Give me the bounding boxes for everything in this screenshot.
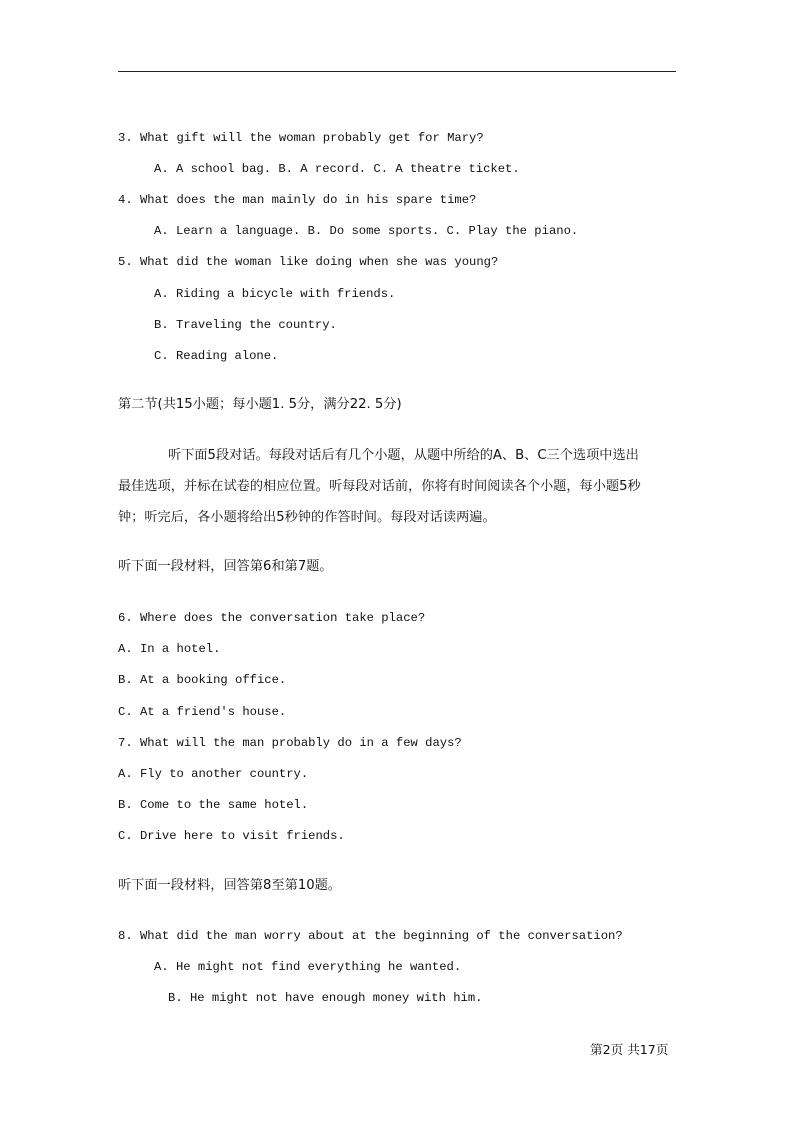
section-2-instructions-line-2: 最佳选项，并标在试卷的相应位置。听每段对话前，你将有时间阅读各个小题，每小题5秒 [118,479,641,494]
header-rule [118,71,676,72]
section-2-instructions-line-3: 钟；听完后，各小题将给出5秒钟的作答时间。每段对话读两遍。 [118,510,496,525]
question-6-stem: 6. Where does the conversation take place? [118,611,426,625]
question-4-options: A. Learn a language. B. Do some sports. C. Play the piano. [154,224,579,238]
group-1-intro: 听下面一段材料，回答第6和第7题。 [118,559,333,574]
question-8-stem: 8. What did the man worry about at the beginning of the conversation? [118,929,623,943]
question-8-option-b: B. He might not have enough money with him. [168,991,483,1005]
question-8-option-a: A. He might not find everything he wanted. [154,960,462,974]
question-7-option-b: B. Come to the same hotel. [118,798,309,812]
question-6-option-b: B. At a booking office. [118,673,287,687]
page-number: 第2页 共17页 [590,1042,669,1057]
group-2-intro: 听下面一段材料，回答第8至第10题。 [118,878,341,893]
question-4-stem: 4. What does the man mainly do in his spare time? [118,193,477,207]
section-2-instructions-line-1: 听下面5段对话。每段对话后有几个小题，从题中所给的A、B、C三个选项中选出 [168,448,639,463]
question-7-stem: 7. What will the man probably do in a few days? [118,736,462,750]
question-6-option-c: C. At a friend's house. [118,705,287,719]
question-3-stem: 3. What gift will the woman probably get for Mary? [118,131,484,145]
section-2-heading: 第二节(共15小题；每小题1. 5分，满分22. 5分) [118,397,402,412]
question-5-option-b: B. Traveling the country. [154,318,337,332]
question-5-option-c: C. Reading alone. [154,349,279,363]
question-3-options: A. A school bag. B. A record. C. A theatre ticket. [154,162,520,176]
question-6-option-a: A. In a hotel. [118,642,221,656]
question-7-option-c: C. Drive here to visit friends. [118,829,345,843]
question-5-option-a: A. Riding a bicycle with friends. [154,287,396,301]
question-5-stem: 5. What did the woman like doing when she was young? [118,255,499,269]
question-7-option-a: A. Fly to another country. [118,767,309,781]
